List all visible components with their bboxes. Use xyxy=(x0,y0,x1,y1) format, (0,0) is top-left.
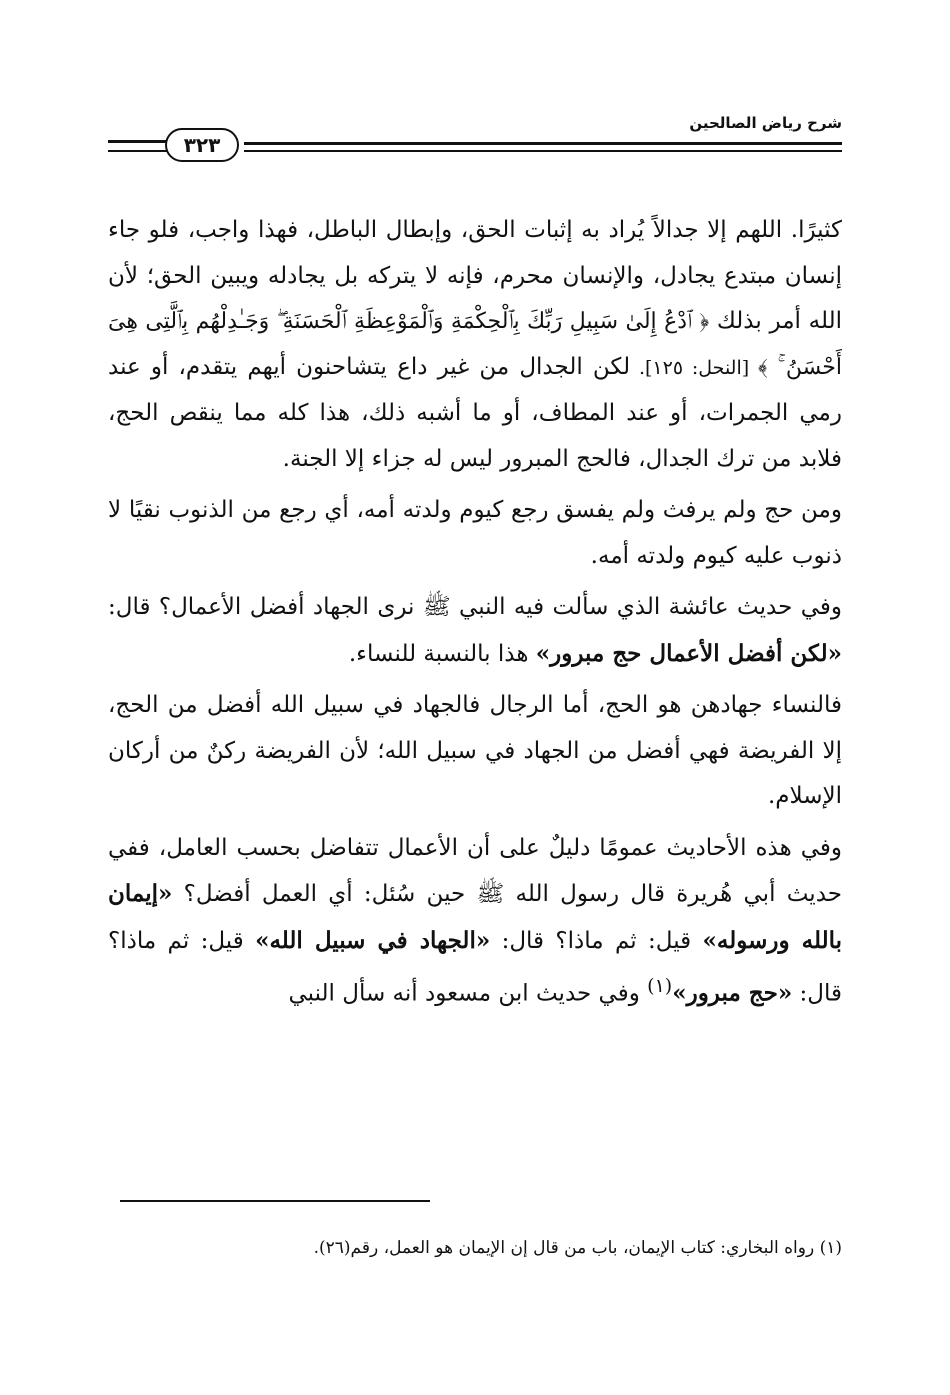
paragraph-3 xyxy=(108,585,842,677)
hadith-quote: «إيمان بالله ورسوله» xyxy=(108,880,843,954)
header-rule-left-top xyxy=(108,140,168,143)
quran-verse: ﴿ ٱدْعُ إِلَىٰ سَبِيلِ رَبِّكَ بِٱلْحِكْمَةِ وَٱلْمَوْعِظَةِ ٱلْحَسَنَةِ ۖ وَجَـٰدِلْهُم بِٱلَّتِى هِىَ أَحْسَنُ ۚ ﴾ xyxy=(108,309,842,380)
verse-reference: [النحل: ١٢٥]. xyxy=(630,356,759,379)
paragraph-text: قيل: ثم ماذا؟ قال: xyxy=(490,927,703,954)
header-rule-bottom xyxy=(244,150,842,152)
paragraph-4 xyxy=(108,683,842,820)
paragraph-text: قيل: ثم ماذا؟ قال: xyxy=(108,927,842,1007)
footnote-marker: (١) xyxy=(647,975,673,997)
running-title: شرح رياض الصالحين xyxy=(689,114,842,132)
footnote-separator xyxy=(120,1200,430,1202)
paragraph-text: وفي حديث ابن مسعود أنه سأل النبي xyxy=(288,980,648,1007)
body-text xyxy=(108,208,842,1017)
header-rule-left-bottom xyxy=(108,150,168,152)
paragraph-text: كثيرًا. اللهم إلا جدالاً يُراد به إثبات الحق، وإبطال الباطل، فهذا واجب، فلو جاء إنسان مبتدع يجادل، والإنسان محرم، فإنه لا يتركه بل يجادله ويبين الحق؛ لأن الله أمر بذلك xyxy=(108,217,842,334)
page-number: ٣٢٣ xyxy=(165,128,239,162)
footnote xyxy=(108,1234,842,1262)
paragraph-text: وفي هذه الأحاديث عمومًا دليلٌ على أن الأعمال تتفاضل بحسب العامل، ففي حديث أبي هُريرة قال رسول الله ﷺ حين سُئل: أي العمل أفضل؟ xyxy=(108,834,842,907)
hadith-quote: «الجهاد في سبيل الله» xyxy=(255,926,491,954)
paragraph-2 xyxy=(108,488,842,579)
paragraph-text: لكن الجدال من غير داع يتشاحنون أيهم يتقدم، أو عند رمي الجمرات، أو عند المطاف، أو ما أشبه ذلك، هذا كله مما ينقص الحج، فلابد من ترك الجدال، فالحج المبرور ليس له جزاء إلا الجنة. xyxy=(108,353,842,472)
paragraph-text: وفي حديث عائشة الذي سألت فيه النبي ﷺ نرى الجهاد أفضل الأعمال؟ قال: xyxy=(108,594,842,620)
header-rule-top xyxy=(244,142,842,145)
paragraph-text: فالنساء جهادهن هو الحج، أما الرجال فالجهاد في سبيل الله أفضل من الحج، إلا الفريضة فهي أفضل من الجهاد في سبيل الله؛ لأن الفريضة ركنٌ من أركان الإسلام. xyxy=(108,692,842,809)
hadith-quote: «حج مبرور» xyxy=(672,979,793,1007)
paragraph-text: هذا بالنسبة للنساء. xyxy=(348,640,536,667)
paragraph-text: ومن حج ولم يرفث ولم يفسق رجع كيوم ولدته أمه، أي رجع من الذنوب نقيًا لا ذنوب عليه كيوم ولدته أمه. xyxy=(108,497,842,569)
footnote-number: (١) xyxy=(819,1238,842,1258)
footnote-text: رواه البخاري: كتاب الإيمان، باب من قال إن الإيمان هو العمل، رقم(٢٦). xyxy=(313,1238,815,1258)
paragraph-5 xyxy=(108,826,842,1018)
paragraph-1 xyxy=(108,208,842,482)
page-header xyxy=(0,0,950,170)
hadith-quote: «لكن أفضل الأعمال حج مبرور» xyxy=(535,639,842,667)
